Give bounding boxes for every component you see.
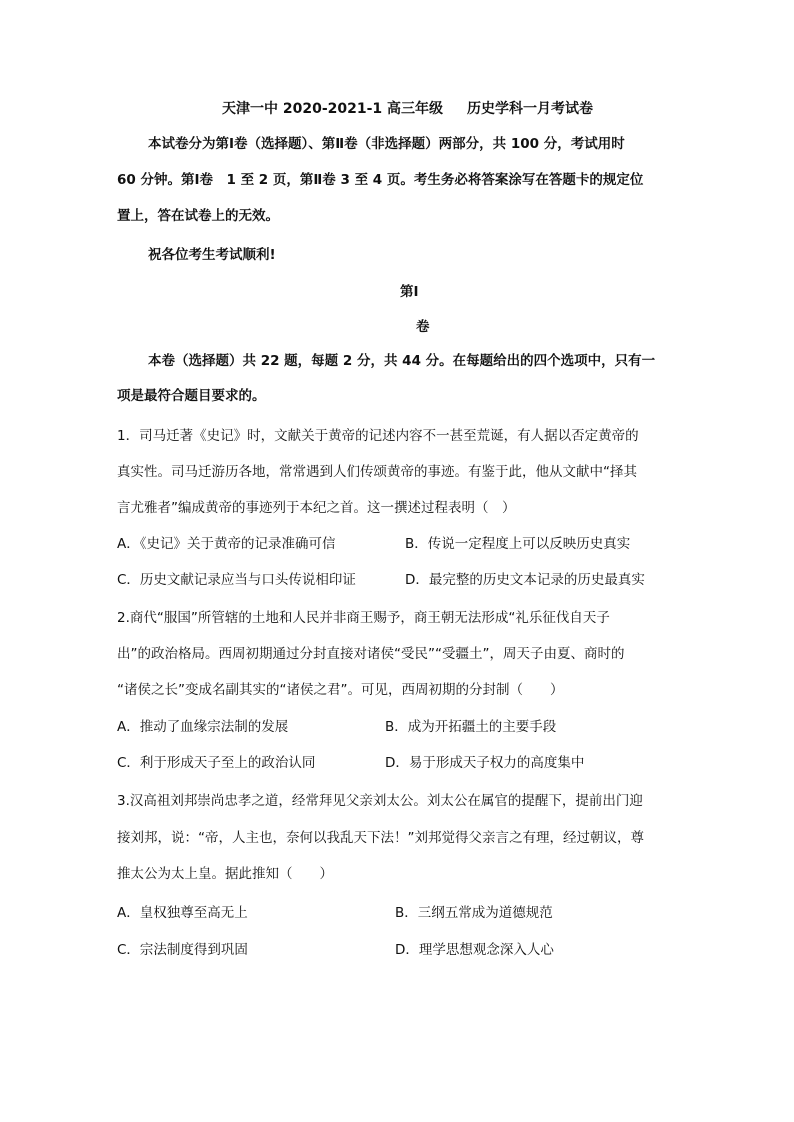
question-2-stem-line-2: 出”的政治格局。西周初期通过分封直接对诸侯“受民”“受疆土”，周天子由夏、商时的	[117, 646, 625, 662]
exam-title-subject: 历史学科一月考试卷	[467, 101, 594, 117]
intro-line-3: 置上，答在试卷上的无效。	[117, 208, 279, 224]
question-1-stem-line-1: 1．司马迁著《史记》时，文献关于黄帝的记述内容不一甚至荒诞，有人据以否定黄帝的	[117, 428, 639, 444]
question-2-stem-line-3: “诸侯之长”变成名副其实的“诸侯之君”。可见，西周初期的分封制（ ）	[117, 682, 564, 698]
question-2-option-d[interactable]: D．易于形成天子权力的高度集中	[385, 755, 585, 771]
question-2-stem-line-1: 2.商代“服国”所管辖的土地和人民并非商王赐予，商王朝无法形成“礼乐征伐自天子	[117, 610, 610, 626]
question-1-stem-line-2: 真实性。司马迁游历各地，常常遇到人们传颂黄帝的事迹。有鉴于此，他从文献中“择其	[117, 464, 637, 480]
question-3-option-c[interactable]: C．宗法制度得到巩固	[117, 942, 248, 958]
section-instructions-2: 项是最符合题目要求的。	[117, 388, 266, 404]
good-luck-text: 祝各位考生考试顺利!	[148, 247, 276, 263]
intro-line-2: 60 分钟。第Ⅰ卷 1 至 2 页，第Ⅱ卷 3 至 4 页。考生务必将答案涂写在答题卡的规定位	[117, 172, 644, 188]
question-2-option-c[interactable]: C．利于形成天子至上的政治认同	[117, 755, 316, 771]
exam-title-school: 天津一中 2020-2021-1 高三年级	[222, 101, 444, 117]
question-3-stem-line-3: 推太公为太上皇。据此推知（ ）	[117, 866, 333, 882]
section-heading-part2: 卷	[416, 319, 430, 335]
question-3-stem-line-1: 3.汉高祖刘邦崇尚忠孝之道，经常拜见父亲刘太公。刘太公在属官的提醒下，提前出门迎	[117, 793, 643, 809]
exam-title	[222, 99, 593, 119]
question-2-option-a[interactable]: A．推动了血缘宗法制的发展	[117, 719, 289, 735]
section-instructions-1: 本卷（选择题）共 22 题，每题 2 分，共 44 分。在每题给出的四个选项中，只有一	[148, 353, 656, 369]
question-1-option-b[interactable]: B．传说一定程度上可以反映历史真实	[405, 536, 631, 552]
question-1-option-d[interactable]: D．最完整的历史文本记录的历史最真实	[405, 572, 645, 588]
question-3-option-a[interactable]: A．皇权独尊至高无上	[117, 905, 248, 921]
intro-line-1: 本试卷分为第Ⅰ卷（选择题）、第Ⅱ卷（非选择题）两部分，共 100 分，考试用时	[148, 136, 625, 152]
question-1-option-c[interactable]: C．历史文献记录应当与口头传说相印证	[117, 572, 356, 588]
question-3-option-d[interactable]: D．理学思想观念深入人心	[395, 942, 554, 958]
question-3-stem-line-2: 接刘邦，说：“帝，人主也，奈何以我乱天下法！”刘邦觉得父亲言之有理，经过朝议，尊	[117, 830, 644, 846]
question-2-option-b[interactable]: B．成为开拓疆土的主要手段	[385, 719, 557, 735]
question-3-option-b[interactable]: B．三纲五常成为道德规范	[395, 905, 553, 921]
question-1-stem-line-3: 言尤雅者”编成黄帝的事迹列于本纪之首。这一撰述过程表明（ ）	[117, 500, 516, 516]
question-1-option-a[interactable]: A．《史记》关于黄帝的记录准确可信	[117, 536, 336, 552]
section-heading-part1: 第Ⅰ	[400, 284, 419, 300]
